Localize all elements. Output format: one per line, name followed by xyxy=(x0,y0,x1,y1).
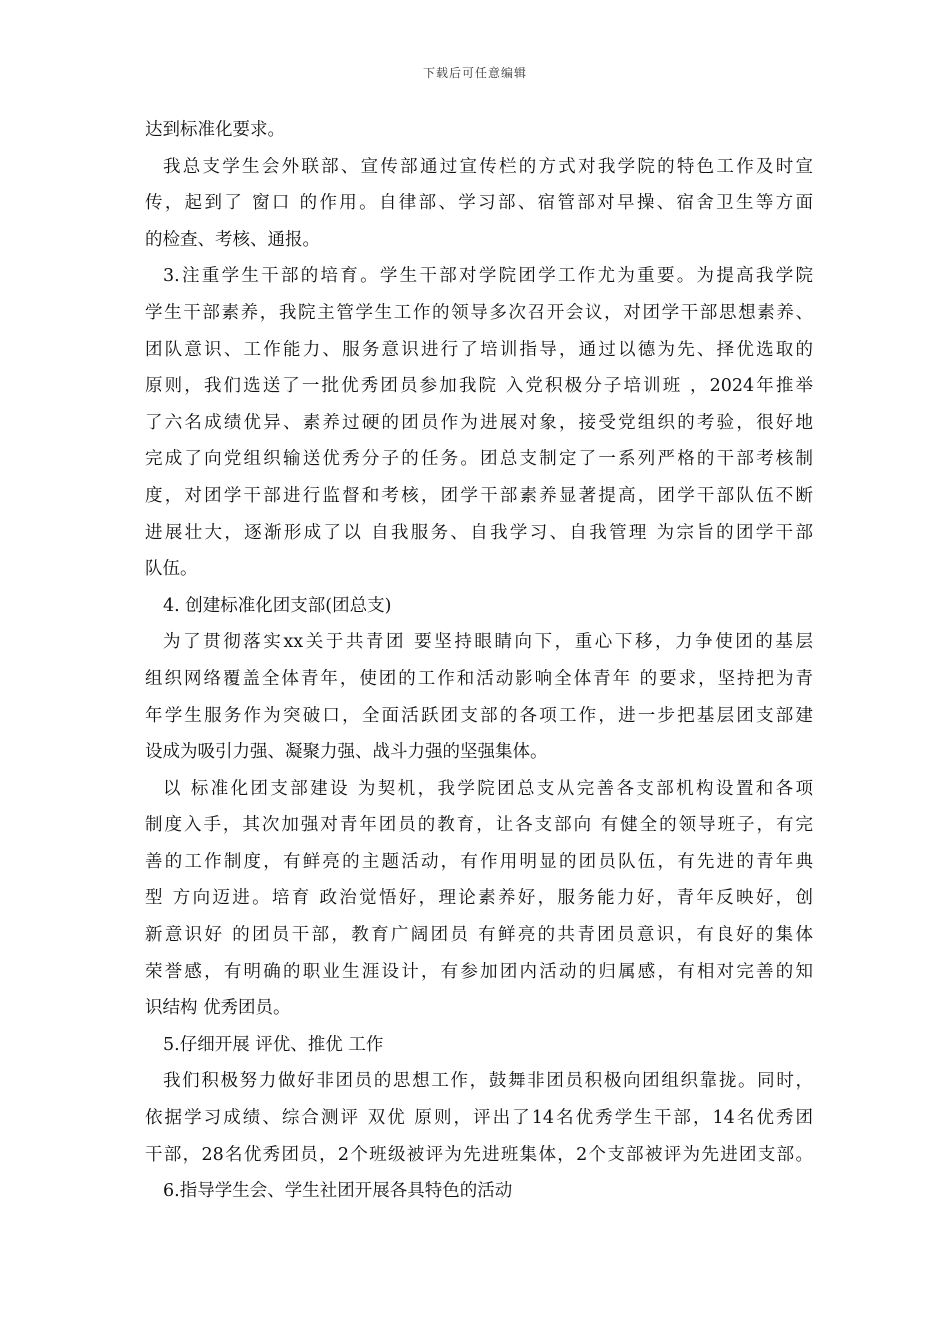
text-line: 组织网络覆盖全体青年，使团的工作和活动影响全体青年 的要求，坚持把为青 xyxy=(145,668,813,689)
text-line: 6.指导学生会、学生社团开展各具特色的活动 xyxy=(163,1181,513,1202)
text-line: 达到标准化要求。 xyxy=(145,120,285,140)
text-line: 我总支学生会外联部、宣传部通过宣传栏的方式对我学院的特色工作及时宣 xyxy=(163,156,813,177)
text-line: 5.仔细开展 评优、推优 工作 xyxy=(163,1034,384,1055)
text-line: 荣誉感，有明确的职业生涯设计，有参加团内活动的归属感，有相对完善的知 xyxy=(145,961,813,982)
text-line: 学生干部素养，我院主管学生工作的领导多次召开会议，对团学干部思想素养、 xyxy=(145,302,813,323)
text-line: 传，起到了 窗口 的作用。自律部、学习部、宿管部对早操、宿舍卫生等方面 xyxy=(145,193,813,214)
text-line: 制度入手，其次加强对青年团员的教育，让各支部向 有健全的领导班子，有完 xyxy=(145,815,813,836)
text-line: 团队意识、工作能力、服务意识进行了培训指导，通过以德为先、择优选取的 xyxy=(145,339,813,360)
text-line: 进展壮大，逐渐形成了以 自我服务、自我学习、自我管理 为宗旨的团学干部 xyxy=(145,522,813,543)
text-line: 识结构 优秀团员。 xyxy=(145,998,291,1019)
text-line: 完成了向党组织输送优秀分子的任务。团总支制定了一系列严格的干部考核制 xyxy=(145,449,813,470)
text-line: 善的工作制度，有鲜亮的主题活动，有作用明显的团员队伍，有先进的青年典 xyxy=(145,851,813,872)
text-line: 度，对团学干部进行监督和考核，团学干部素养显著提高，团学干部队伍不断 xyxy=(145,485,813,506)
text-line: 为了贯彻落实xx关于共青团 要坚持眼睛向下，重心下移，力争使团的基层 xyxy=(163,632,813,653)
text-line: 设成为吸引力强、凝聚力强、战斗力强的坚强集体。 xyxy=(145,742,548,763)
text-line: 我们积极努力做好非团员的思想工作，鼓舞非团员积极向团组织靠拢。同时， xyxy=(163,1071,813,1092)
text-line: 干部，28名优秀团员，2个班级被评为先进班集体，2个支部被评为先进团支部。 xyxy=(145,1144,813,1165)
text-line: 的检查、考核、通报。 xyxy=(145,229,320,250)
text-line: 年学生服务作为突破口，全面活跃团支部的各项工作，进一步把基层团支部建 xyxy=(145,705,813,726)
text-line: 3.注重学生干部的培育。学生干部对学院团学工作尤为重要。为提高我学院 xyxy=(163,266,813,287)
text-line: 型 方向迈进。培育 政治觉悟好，理论素养好，服务能力好，青年反映好，创 xyxy=(145,888,813,909)
document-body xyxy=(145,112,813,1210)
text-line: 4. 创建标准化团支部(团总支) xyxy=(163,595,392,616)
page-header: 下载后可任意编辑 xyxy=(422,66,527,80)
text-line: 依据学习成绩、综合测评 双优 原则，评出了14名优秀学生干部，14名优秀团 xyxy=(145,1108,813,1129)
text-line: 新意识好 的团员干部，教育广阔团员 有鲜亮的共青团员意识，有良好的集体 xyxy=(145,925,813,946)
text-line: 了六名成绩优异、素养过硬的团员作为进展对象，接受党组织的考验，很好地 xyxy=(145,412,813,433)
text-line: 原则，我们选送了一批优秀团员参加我院 入党积极分子培训班 ，2024年推举 xyxy=(145,376,813,397)
text-line: 以 标准化团支部建设 为契机，我学院团总支从完善各支部机构设置和各项 xyxy=(163,778,813,799)
text-line: 队伍。 xyxy=(145,559,198,580)
